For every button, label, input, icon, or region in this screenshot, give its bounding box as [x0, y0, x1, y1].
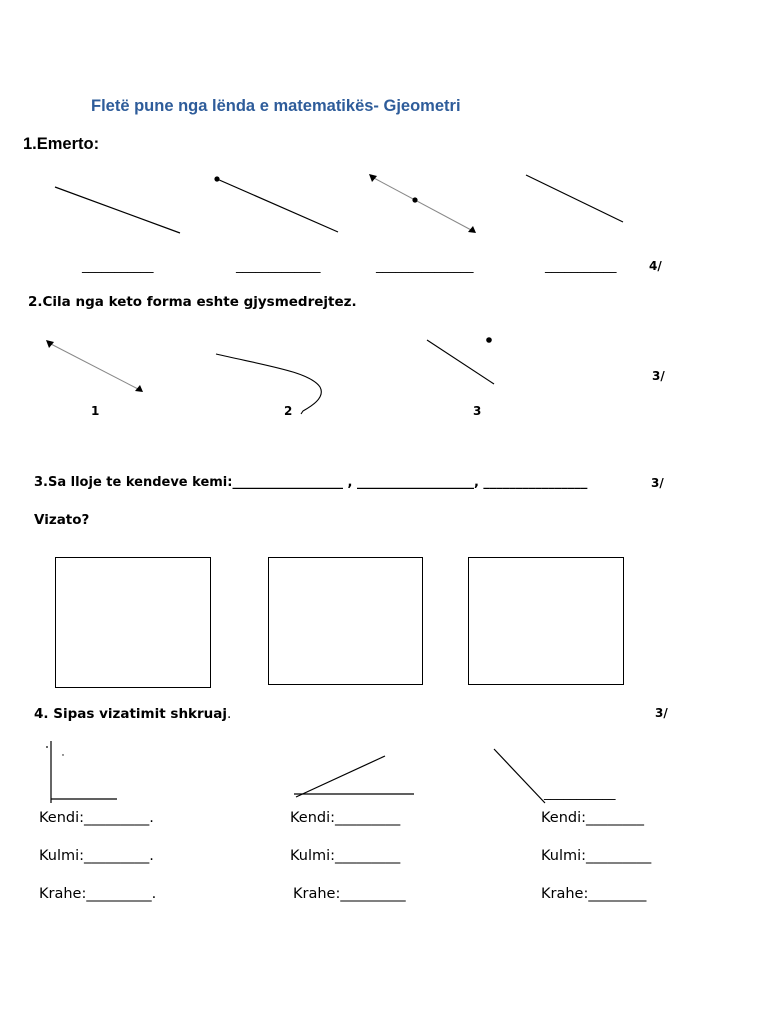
q1-answer-blank-3[interactable]: _______________	[376, 259, 474, 274]
q2-option-2-figure	[216, 354, 321, 414]
q2-points: 3/	[652, 369, 665, 383]
q4-angle-2-figure	[294, 756, 414, 797]
q4-col3-kulmi[interactable]: Kulmi:_________	[541, 848, 652, 864]
q4-points: 3/	[655, 706, 668, 720]
q2-option-2-number: 2	[284, 404, 293, 418]
q2-option-3-number: 3	[473, 404, 482, 418]
q3-drawing-box-3[interactable]	[468, 557, 624, 685]
q1-answer-blank-2[interactable]: _____________	[236, 259, 321, 274]
q4-col2-kendi[interactable]: Kendi:_________	[290, 810, 401, 826]
question-3-label: 3.Sa lloje te kendeve kemi:_________________ , __________________, ________________	[34, 475, 588, 490]
q4-angle-3-blank-line: ___________	[544, 786, 616, 801]
q2-option-1-figure	[46, 340, 143, 392]
q3-drawing-box-2[interactable]	[268, 557, 423, 685]
q1-ray-figure	[214, 176, 338, 232]
q4-col3-krahe[interactable]: Krahe:________	[541, 886, 647, 902]
question-4-label	[34, 706, 231, 722]
q4-col2-kulmi[interactable]: Kulmi:_________	[290, 848, 401, 864]
question-2-label: 2.Cila nga keto forma eshte gjysmedrejtez.	[28, 294, 357, 310]
question-4-label-period: .	[227, 706, 232, 722]
question-1-label: 1.Emerto:	[23, 135, 100, 153]
q4-col1-kulmi[interactable]: Kulmi:_________.	[39, 848, 154, 864]
q1-segment-figure-2	[526, 175, 623, 222]
q1-answer-blank-1[interactable]: ___________	[82, 259, 154, 274]
q4-col3-kendi[interactable]: Kendi:________	[541, 810, 645, 826]
q4-col1-krahe[interactable]: Krahe:_________.	[39, 886, 157, 902]
q1-points: 4/	[649, 259, 662, 273]
worksheet-title: Fletë pune nga lënda e matematikës- Gjeometri	[91, 97, 461, 115]
q2-option-1-number: 1	[91, 404, 100, 418]
q4-angle-1-figure	[46, 741, 117, 803]
q4-col2-krahe[interactable]: Krahe:_________	[293, 886, 406, 902]
q1-segment-figure	[55, 187, 180, 233]
q4-col1-kendi[interactable]: Kendi:_________.	[39, 810, 154, 826]
q2-option-3-figure	[427, 337, 494, 384]
q4-angle-3-figure	[494, 749, 545, 803]
q3-points: 3/	[651, 476, 664, 490]
q3-drawing-box-1[interactable]	[55, 557, 211, 688]
q1-line-figure	[369, 174, 476, 233]
q1-answer-blank-4[interactable]: ___________	[545, 259, 617, 274]
q3-draw-prompt: Vizato?	[34, 512, 90, 528]
question-4-label-text: 4. Sipas vizatimit shkruaj	[34, 706, 228, 722]
